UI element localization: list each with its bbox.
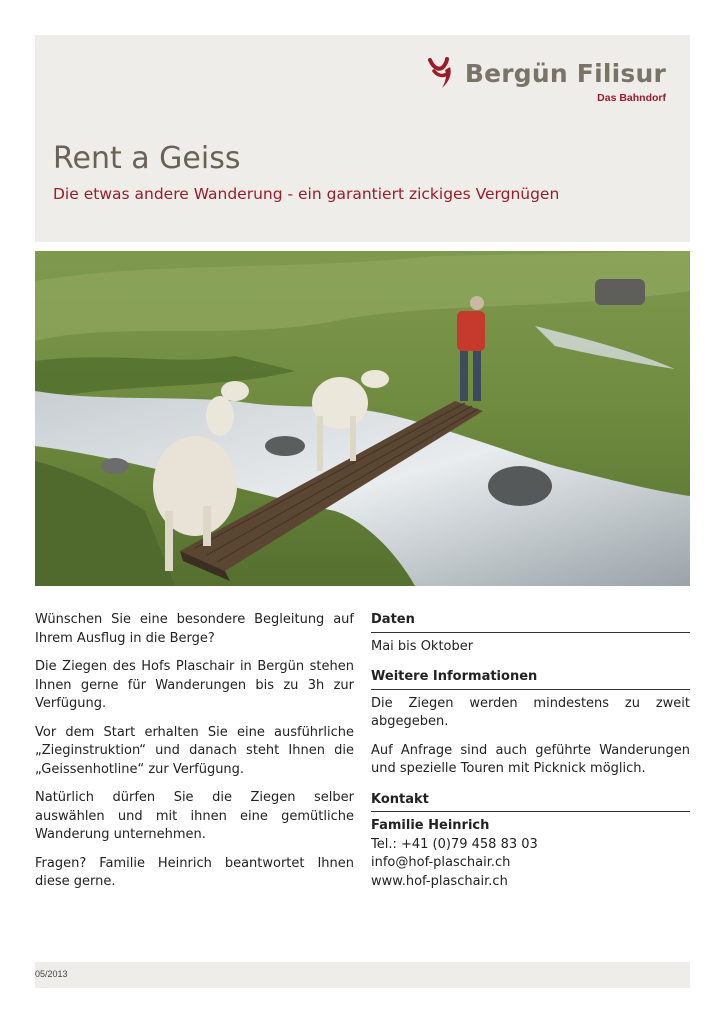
page-subtitle: Die etwas andere Wanderung - ein garantiert zickiges Vergnügen: [53, 185, 560, 203]
kontakt-section: [371, 791, 690, 892]
contact-phone[interactable]: Tel.: +41 (0)79 458 83 03: [371, 836, 538, 852]
logo: [428, 57, 666, 104]
info-paragraph: Auf Anfrage sind auch geführte Wanderungen und spezielle Touren mit Picknick möglich.: [371, 742, 690, 776]
goats-bridge-photo: [35, 251, 690, 586]
intro-paragraph: Wünschen Sie eine besondere Begleitung auf Ihrem Ausflug in die Berge?: [35, 612, 354, 646]
intro-column: [35, 611, 354, 902]
kontakt-heading: Kontakt: [371, 791, 690, 813]
logo-name: Bergün Filisur: [464, 59, 666, 88]
contact-website[interactable]: www.hof-plaschair.ch: [371, 873, 508, 889]
header-panel: [35, 35, 690, 242]
intro-paragraph: Fragen? Familie Heinrich beantwortet Ihnen diese gerne.: [35, 855, 354, 889]
footer-bar: [35, 962, 690, 988]
daten-text: Mai bis Oktober: [371, 638, 474, 654]
info-paragraph: Die Ziegen werden mindestens zu zweit abgegeben.: [371, 695, 690, 729]
intro-paragraph: Vor dem Start erhalten Sie eine ausführliche „Zieginstruktion“ und danach steht Ihnen die „Geissenhotline“ zur Verfügung.: [35, 724, 354, 777]
daten-section: [371, 611, 690, 656]
info-heading: Weitere Informationen: [371, 668, 690, 690]
daten-heading: Daten: [371, 611, 690, 633]
contact-name: Familie Heinrich: [371, 818, 490, 833]
contact-email[interactable]: info@hof-plaschair.ch: [371, 855, 511, 870]
info-section: [371, 668, 690, 779]
intro-paragraph: Die Ziegen des Hofs Plaschair in Bergün stehen Ihnen gerne für Wanderungen bis zu 3h zur Verfügung.: [35, 659, 354, 711]
logo-subtitle: Das Bahndorf: [597, 92, 666, 104]
intro-paragraph: Natürlich dürfen Sie die Ziegen selber auswählen und mit ihnen eine gemütliche Wanderung unternehmen.: [35, 790, 354, 842]
bergun-logo-icon: [428, 57, 458, 91]
page-title: Rent a Geiss: [53, 141, 241, 176]
footer-date: 05/2013: [35, 969, 68, 979]
info-column: [371, 611, 690, 903]
